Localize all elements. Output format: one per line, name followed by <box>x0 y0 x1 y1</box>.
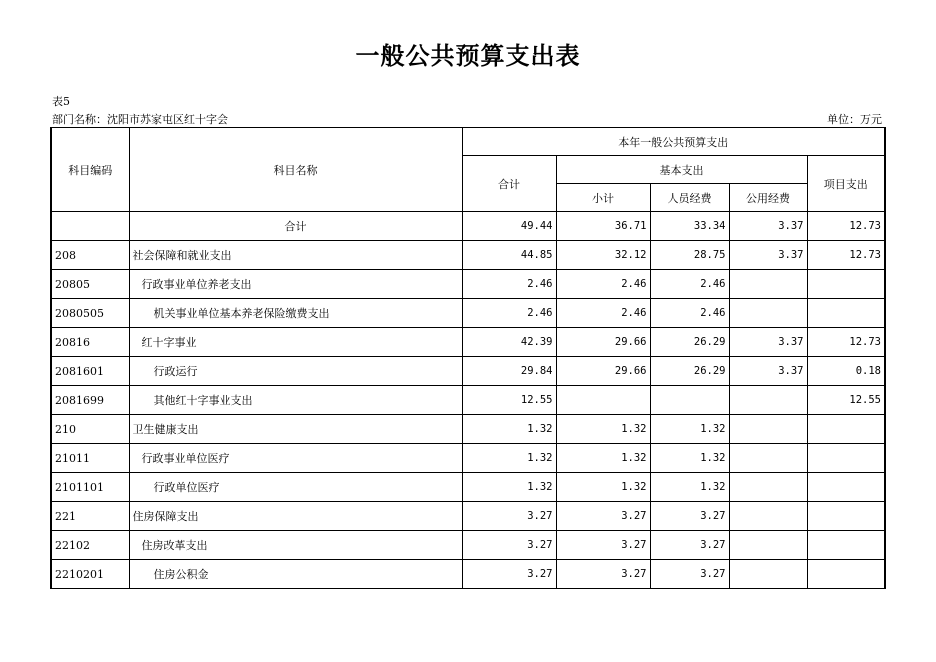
cell-total: 1.32 <box>462 444 556 473</box>
cell-subtotal: 3.27 <box>556 502 650 531</box>
table-row <box>51 502 885 531</box>
cell-public <box>729 386 807 415</box>
cell-project: 0.18 <box>807 357 885 386</box>
total-name-cell: 合计 <box>129 212 462 241</box>
unit-label: 单位：万元 <box>827 113 882 126</box>
cell-total: 2.46 <box>462 299 556 328</box>
cell-subtotal: 1.32 <box>556 473 650 502</box>
cell-personnel: 3.27 <box>650 560 729 589</box>
cell-public <box>729 560 807 589</box>
total-public-cell: 3.37 <box>729 212 807 241</box>
budget-table <box>50 127 886 589</box>
cell-subtotal: 1.32 <box>556 415 650 444</box>
cell-name: 行政事业单位医疗 <box>129 444 462 473</box>
table-row <box>51 560 885 589</box>
table-row <box>51 444 885 473</box>
cell-public <box>729 531 807 560</box>
cell-name: 住房改革支出 <box>129 531 462 560</box>
cell-total: 3.27 <box>462 531 556 560</box>
header-public: 公用经费 <box>729 184 807 212</box>
cell-code: 2210201 <box>51 560 129 589</box>
total-personnel-cell: 33.34 <box>650 212 729 241</box>
table-row <box>51 270 885 299</box>
cell-project <box>807 415 885 444</box>
cell-personnel: 2.46 <box>650 299 729 328</box>
cell-project: 12.55 <box>807 386 885 415</box>
cell-public: 3.37 <box>729 241 807 270</box>
cell-total: 42.39 <box>462 328 556 357</box>
header-total: 合计 <box>462 156 556 212</box>
total-total-cell: 49.44 <box>462 212 556 241</box>
table-row <box>51 241 885 270</box>
cell-project <box>807 270 885 299</box>
cell-public <box>729 473 807 502</box>
cell-code: 20805 <box>51 270 129 299</box>
header-subtotal: 小计 <box>556 184 650 212</box>
cell-public: 3.37 <box>729 357 807 386</box>
table-row <box>51 531 885 560</box>
cell-project <box>807 502 885 531</box>
page-title: 一般公共预算支出表 <box>355 41 581 70</box>
cell-name: 其他红十字事业支出 <box>129 386 462 415</box>
cell-personnel: 1.32 <box>650 473 729 502</box>
table-row <box>51 299 885 328</box>
cell-subtotal: 32.12 <box>556 241 650 270</box>
cell-personnel: 3.27 <box>650 502 729 531</box>
cell-total: 3.27 <box>462 502 556 531</box>
cell-code: 210 <box>51 415 129 444</box>
cell-personnel: 1.32 <box>650 415 729 444</box>
cell-personnel <box>650 386 729 415</box>
cell-subtotal: 29.66 <box>556 357 650 386</box>
cell-subtotal <box>556 386 650 415</box>
cell-total: 3.27 <box>462 560 556 589</box>
table-row <box>51 473 885 502</box>
cell-project <box>807 531 885 560</box>
cell-code: 2081601 <box>51 357 129 386</box>
cell-public <box>729 502 807 531</box>
cell-public <box>729 299 807 328</box>
cell-name: 住房公积金 <box>129 560 462 589</box>
cell-name: 社会保障和就业支出 <box>129 241 462 270</box>
cell-name: 红十字事业 <box>129 328 462 357</box>
cell-total: 44.85 <box>462 241 556 270</box>
cell-project <box>807 444 885 473</box>
cell-project: 12.73 <box>807 241 885 270</box>
cell-total: 29.84 <box>462 357 556 386</box>
header-group: 本年一般公共预算支出 <box>462 128 885 156</box>
total-code-cell <box>51 212 129 241</box>
header-code: 科目编码 <box>51 128 129 212</box>
cell-public <box>729 270 807 299</box>
cell-code: 2080505 <box>51 299 129 328</box>
cell-total: 2.46 <box>462 270 556 299</box>
cell-public: 3.37 <box>729 328 807 357</box>
cell-name: 机关事业单位基本养老保险缴费支出 <box>129 299 462 328</box>
header-name: 科目名称 <box>129 128 462 212</box>
table-row <box>51 357 885 386</box>
cell-subtotal: 29.66 <box>556 328 650 357</box>
cell-personnel: 1.32 <box>650 444 729 473</box>
total-subtotal-cell: 36.71 <box>556 212 650 241</box>
cell-name: 住房保障支出 <box>129 502 462 531</box>
table-number: 表5 <box>52 95 70 108</box>
cell-code: 22102 <box>51 531 129 560</box>
table-row <box>51 415 885 444</box>
table-row <box>51 386 885 415</box>
cell-personnel: 3.27 <box>650 531 729 560</box>
cell-code: 20816 <box>51 328 129 357</box>
cell-name: 卫生健康支出 <box>129 415 462 444</box>
table-row <box>51 328 885 357</box>
cell-subtotal: 2.46 <box>556 299 650 328</box>
cell-personnel: 2.46 <box>650 270 729 299</box>
cell-project <box>807 560 885 589</box>
cell-name: 行政运行 <box>129 357 462 386</box>
cell-project <box>807 299 885 328</box>
cell-code: 208 <box>51 241 129 270</box>
cell-total: 1.32 <box>462 473 556 502</box>
cell-project: 12.73 <box>807 328 885 357</box>
cell-total: 12.55 <box>462 386 556 415</box>
cell-code: 21011 <box>51 444 129 473</box>
cell-project <box>807 473 885 502</box>
cell-code: 221 <box>51 502 129 531</box>
cell-public <box>729 415 807 444</box>
cell-subtotal: 1.32 <box>556 444 650 473</box>
cell-name: 行政单位医疗 <box>129 473 462 502</box>
cell-public <box>729 444 807 473</box>
cell-subtotal: 3.27 <box>556 531 650 560</box>
cell-personnel: 26.29 <box>650 328 729 357</box>
cell-personnel: 26.29 <box>650 357 729 386</box>
header-basic: 基本支出 <box>556 156 807 184</box>
header-personnel: 人员经费 <box>650 184 729 212</box>
cell-subtotal: 2.46 <box>556 270 650 299</box>
cell-code: 2081699 <box>51 386 129 415</box>
cell-total: 1.32 <box>462 415 556 444</box>
header-project: 项目支出 <box>807 156 885 212</box>
cell-name: 行政事业单位养老支出 <box>129 270 462 299</box>
cell-personnel: 28.75 <box>650 241 729 270</box>
total-row <box>51 212 885 241</box>
total-project-cell: 12.73 <box>807 212 885 241</box>
cell-subtotal: 3.27 <box>556 560 650 589</box>
department-name: 部门名称：沈阳市苏家屯区红十字会 <box>52 113 228 126</box>
cell-code: 2101101 <box>51 473 129 502</box>
